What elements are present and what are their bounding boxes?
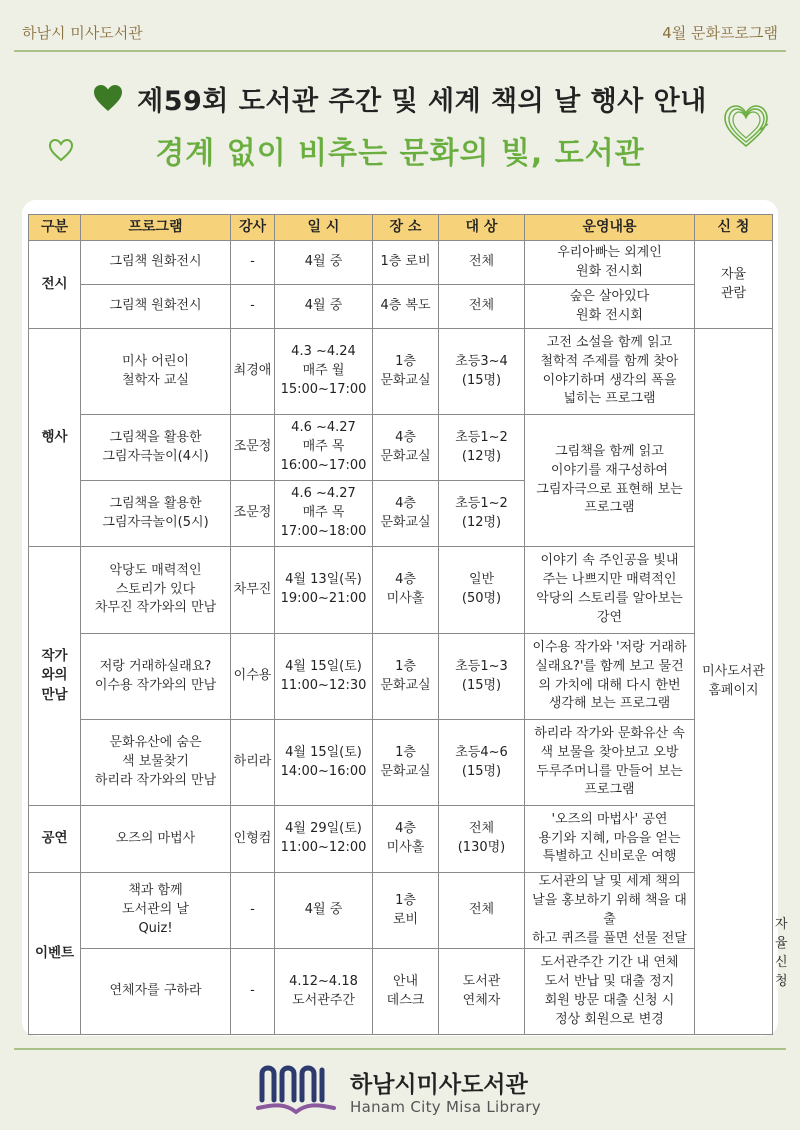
place-cell: 안내 데스크 (373, 949, 439, 1035)
header-category: 구분 (29, 215, 81, 241)
table-row (29, 285, 773, 329)
instructor-cell: - (231, 949, 275, 1035)
datetime-cell: 4월 중 (275, 241, 373, 285)
table-row (29, 634, 773, 720)
place-cell: 4층 미사홀 (373, 547, 439, 634)
place-cell: 4층 미사홀 (373, 806, 439, 873)
table-row (29, 806, 773, 873)
place-cell: 1층 문화교실 (373, 634, 439, 720)
category-event: 행사 (29, 329, 81, 547)
instructor-cell: - (231, 873, 275, 949)
page-title: 제59회 도서관 주간 및 세계 책의 날 행사 안내 (137, 85, 707, 117)
content-cell: 도서관주간 기간 내 연체 도서 반납 및 대출 정지 회원 방문 대출 신청 시 정상 회원으로 변경 (525, 949, 695, 1035)
program-cell: 오즈의 마법사 (81, 806, 231, 873)
datetime-cell: 4.3 ~4.24 매주 월 15:00~17:00 (275, 329, 373, 415)
program-cell: 그림책을 활용한 그림자극놀이(5시) (81, 481, 231, 547)
content-cell: 도서관의 날 및 세계 책의 날을 홍보하기 위해 책을 대출 하고 퀴즈를 풀면 선물 전달 (525, 873, 695, 949)
place-cell: 1층 문화교실 (373, 720, 439, 806)
content-cell: 고전 소설을 함께 읽고 철학적 주제를 함께 찾아 이야기하며 생각의 폭을 넓히는 프로그램 (525, 329, 695, 415)
library-logo-icon (256, 1060, 336, 1120)
target-cell: 도서관 연체자 (439, 949, 525, 1035)
top-divider (14, 50, 786, 52)
program-card (22, 200, 788, 1036)
program-cell: 그림책 원화전시 (81, 241, 231, 285)
content-cell: 그림책을 함께 읽고 이야기를 재구성하여 그림자극으로 표현해 보는 프로그램 (525, 415, 695, 547)
instructor-cell: - (231, 241, 275, 285)
top-bar (0, 0, 800, 52)
program-cell: 그림책 원화전시 (81, 285, 231, 329)
library-header-label: 하남시 미사도서관 (22, 24, 143, 42)
program-cell: 악당도 매력적인 스토리가 있다 차무진 작가와의 만남 (81, 547, 231, 634)
category-author: 작가 와의 만남 (29, 547, 81, 806)
instructor-cell: 최경애 (231, 329, 275, 415)
header-signup: 신 청 (695, 215, 773, 241)
table-row (29, 547, 773, 634)
instructor-cell: - (231, 285, 275, 329)
instructor-cell: 하리라 (231, 720, 275, 806)
category-exhibit: 전시 (29, 241, 81, 329)
table-row (29, 949, 773, 1035)
datetime-cell: 4월 중 (275, 285, 373, 329)
place-cell: 4층 문화교실 (373, 415, 439, 481)
instructor-cell: 조문정 (231, 481, 275, 547)
library-name: 하남시미사도서관 (350, 1072, 528, 1098)
header-content: 운영내용 (525, 215, 695, 241)
program-cell: 연체자를 구하라 (81, 949, 231, 1035)
target-cell: 초등3~4 (15명) (439, 329, 525, 415)
program-cell: 그림책을 활용한 그림자극놀이(4시) (81, 415, 231, 481)
instructor-cell: 이수용 (231, 634, 275, 720)
datetime-cell: 4월 중 (275, 873, 373, 949)
header-instructor: 강사 (231, 215, 275, 241)
place-cell: 1층 문화교실 (373, 329, 439, 415)
target-cell: 전체 (439, 873, 525, 949)
category-show: 공연 (29, 806, 81, 873)
target-cell: 초등1~2 (12명) (439, 481, 525, 547)
place-cell: 4층 복도 (373, 285, 439, 329)
header-program: 프로그램 (81, 215, 231, 241)
content-cell: 하리라 작가와 문화유산 속 색 보물을 찾아보고 오방 두루주머니를 만들어 보는 프로그램 (525, 720, 695, 806)
program-table (28, 214, 788, 1035)
target-cell: 전체 (130명) (439, 806, 525, 873)
page-subtitle: 경계 없이 비추는 문화의 빛, 도서관 (155, 136, 645, 171)
datetime-cell: 4.6 ~4.27 매주 목 17:00~18:00 (275, 481, 373, 547)
table-row: 이벤트 책과 함께 도서관의 날 Quiz! - 4월 중 1층 로비 전체 도서관의 날 및 세계 책의 날을 홍보하기 위해 책을 대출 하고 퀴즈를 풀면 선물 전달 자율 신청 (29, 873, 773, 949)
table-row (29, 720, 773, 806)
place-cell: 1층 로비 (373, 873, 439, 949)
table-row (29, 241, 773, 285)
header-place: 장 소 (373, 215, 439, 241)
instructor-cell: 인형컴 (231, 806, 275, 873)
target-cell: 전체 (439, 241, 525, 285)
content-cell: 이수용 작가와 '저랑 거래하 실래요?'를 함께 보고 물건 의 가치에 대해 다시 한번 생각해 보는 프로그램 (525, 634, 695, 720)
datetime-cell: 4월 15일(토) 14:00~16:00 (275, 720, 373, 806)
target-cell: 초등4~6 (15명) (439, 720, 525, 806)
content-cell: 이야기 속 주인공을 빛내 주는 나쁘지만 매력적인 악당의 스토리를 알아보는 강연 (525, 547, 695, 634)
header-target: 대 상 (439, 215, 525, 241)
target-cell: 일반 (50명) (439, 547, 525, 634)
target-cell: 초등1~2 (12명) (439, 415, 525, 481)
category-ievent: 이벤트 (29, 873, 81, 1035)
program-cell: 미사 어린이 철학자 교실 (81, 329, 231, 415)
instructor-cell: 조문정 (231, 415, 275, 481)
place-cell: 4층 문화교실 (373, 481, 439, 547)
heart-icon (93, 84, 123, 112)
target-cell: 전체 (439, 285, 525, 329)
title-row (0, 76, 800, 120)
program-cell: 문화유산에 숨은 색 보물찾기 하리라 작가와의 만남 (81, 720, 231, 806)
instructor-cell: 차무진 (231, 547, 275, 634)
library-english-name: Hanam City Misa Library (350, 1098, 541, 1116)
bottom-divider (14, 1048, 786, 1050)
scribble-heart-icon (720, 100, 772, 152)
place-cell: 1층 로비 (373, 241, 439, 285)
content-cell: 숲은 살아있다 원화 전시회 (525, 285, 695, 329)
content-cell: 우리아빠는 외계인 원화 전시회 (525, 241, 695, 285)
header-datetime: 일 시 (275, 215, 373, 241)
table-row (29, 415, 773, 481)
datetime-cell: 4월 13일(목) 19:00~21:00 (275, 547, 373, 634)
signup-free-view: 자율 관람 (695, 241, 773, 329)
table-row (29, 329, 773, 415)
program-month-label: 4월 문화프로그램 (662, 24, 778, 42)
datetime-cell: 4.12~4.18 도서관주간 (275, 949, 373, 1035)
target-cell: 초등1~3 (15명) (439, 634, 525, 720)
datetime-cell: 4월 15일(토) 11:00~12:30 (275, 634, 373, 720)
program-cell: 저랑 거래하실래요? 이수용 작가와의 만남 (81, 634, 231, 720)
signup-homepage: 미사도서관 홈페이지 (695, 329, 773, 1035)
program-cell: 책과 함께 도서관의 날 Quiz! (81, 873, 231, 949)
datetime-cell: 4월 29일(토) 11:00~12:00 (275, 806, 373, 873)
table-header-row (29, 215, 773, 241)
datetime-cell: 4.6 ~4.27 매주 목 16:00~17:00 (275, 415, 373, 481)
content-cell: '오즈의 마법사' 공연 용기와 지혜, 마음을 얻는 특별하고 신비로운 여행 (525, 806, 695, 873)
